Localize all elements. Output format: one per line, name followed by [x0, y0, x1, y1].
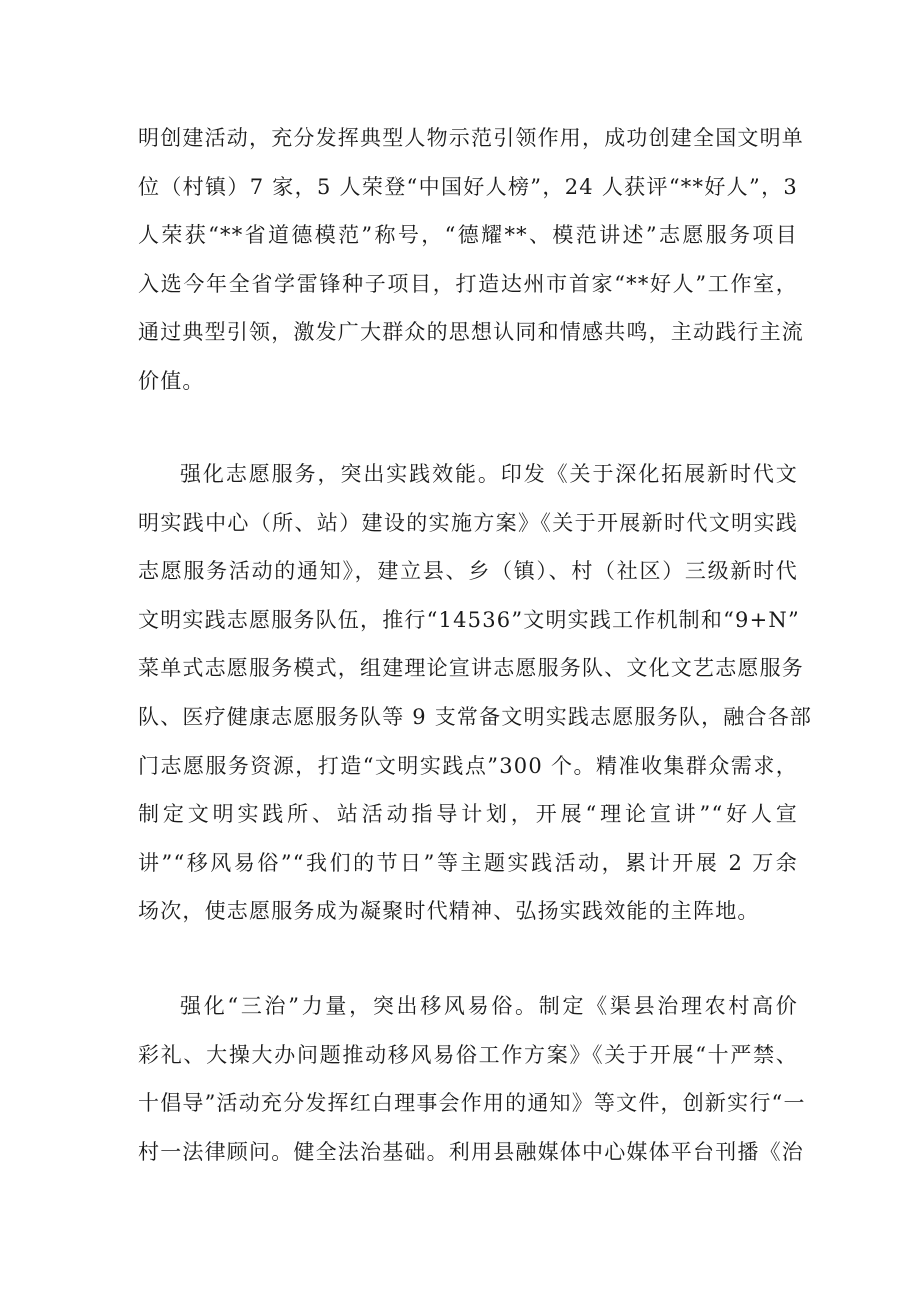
paragraph-line: 人荣获“**省道德模范”称号，“德耀**、模范讲述”志愿服务项目 — [138, 223, 798, 248]
paragraph-line: 强化“三治”力量，突出移风易俗。制定《渠县治理农村高价 — [180, 994, 798, 1018]
paragraph-3 — [138, 982, 806, 1176]
paragraph-1 — [138, 114, 804, 406]
paragraph-line: 制定文明实践所、站活动指导计划，开展“理论宣讲”“好人宣 — [138, 802, 798, 827]
paragraph-line: 通过典型引领，激发广大群众的思想认同和情感共鸣，主动践行主流 — [138, 320, 804, 345]
paragraph-line: 十倡导”活动充分发挥红白理事会作用的通知》等文件，创新实行“一 — [138, 1091, 806, 1116]
paragraph-line: 明创建活动，充分发挥典型人物示范引领作用，成功创建全国文明单 — [138, 126, 804, 150]
paragraph-line: 彩礼、大操大办问题推动移风易俗工作方案》《关于开展“十严禁、 — [138, 1042, 798, 1067]
paragraph-line: 村一法律顾问。健全法治基础。利用县融媒体中心媒体平台刊播《治 — [138, 1139, 804, 1164]
paragraph-line: 门志愿服务资源，打造“文明实践点”300 个。精准收集群众需求， — [138, 753, 798, 778]
paragraph-line: 志愿服务活动的通知》，建立县、乡（镇）、村（社区）三级新时代 — [138, 559, 798, 584]
paragraph-line: 明实践中心（所、站）建设的实施方案》《关于开展新时代文明实践 — [138, 510, 798, 535]
paragraph-2 — [138, 450, 813, 936]
paragraph-line: 价值。 — [138, 368, 205, 393]
paragraph-line: 入选今年全省学雷锋种子项目，打造达州市首家“**好人”工作室， — [138, 271, 798, 296]
paragraph-line: 文明实践志愿服务队伍，推行“14536”文明实践工作机制和“9+N” — [138, 607, 800, 632]
paragraph-line: 讲”“移风易俗”“我们的节日”等主题实践活动，累计开展 2 万余 — [138, 850, 798, 875]
paragraph-line: 队、医疗健康志愿服务队等 9 支常备文明实践志愿服务队，融合各部 — [138, 704, 813, 729]
paragraph-line: 位（村镇）7 家，5 人荣登“中国好人榜”，24 人获评“**好人”，3 — [138, 174, 798, 199]
paragraph-line: 场次，使志愿服务成为凝聚时代精神、弘扬实践效能的主阵地。 — [138, 899, 760, 924]
paragraph-line: 菜单式志愿服务模式，组建理论宣讲志愿服务队、文化文艺志愿服务 — [138, 656, 804, 681]
paragraph-line: 强化志愿服务，突出实践效能。印发《关于深化拓展新时代文 — [180, 462, 798, 486]
